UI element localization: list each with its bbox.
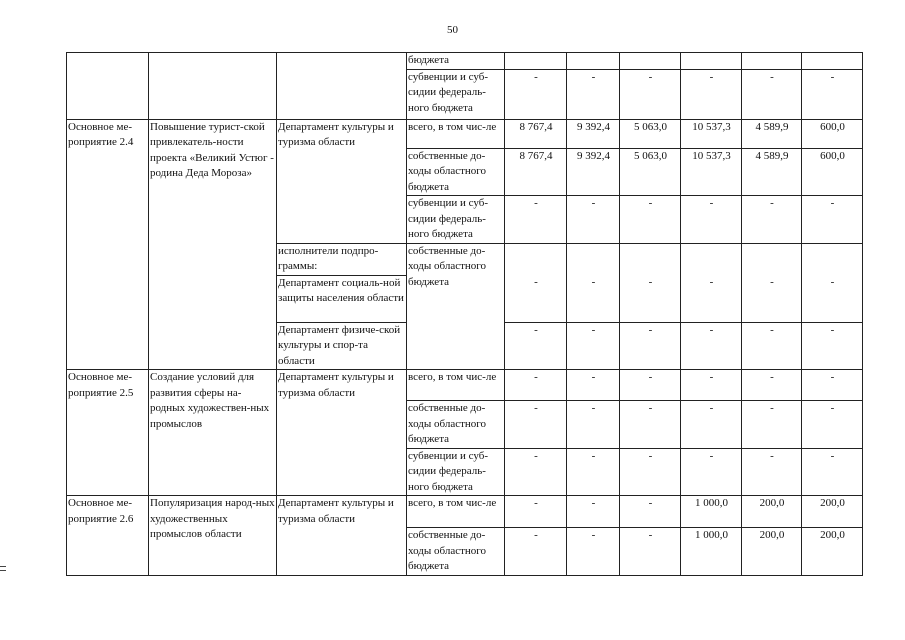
value-cell: - — [681, 69, 742, 119]
value-cell: - — [802, 196, 863, 244]
value-cell: - — [742, 370, 802, 401]
value-cell — [620, 53, 681, 70]
executor-cell: Департамент социаль-ной защиты населения области — [277, 275, 407, 322]
cell-empty — [277, 53, 407, 120]
value-cell: - — [505, 322, 567, 370]
value-cell: - — [567, 496, 620, 528]
value-cell: - — [567, 69, 620, 119]
measure-title-cell: Создание условий для развития сферы на-родных художествен-ных промыслов — [149, 370, 277, 496]
value-cell: 9 392,4 — [567, 119, 620, 148]
value-cell: - — [567, 370, 620, 401]
value-cell: - — [567, 322, 620, 370]
scan-edge-mark — [0, 570, 6, 571]
department-cell: Департамент культуры и туризма области — [277, 119, 407, 243]
executors-label-cell: исполнители подпро-граммы: — [277, 243, 407, 275]
page-number: 50 — [447, 24, 458, 36]
value-cell — [505, 53, 567, 70]
funding-source-cell: субвенции и суб-сидии федераль-ного бюджета — [407, 69, 505, 119]
table-row — [67, 496, 863, 528]
value-cell: 200,0 — [802, 528, 863, 576]
measure-name-cell: Основное ме-роприятие 2.4 — [67, 119, 149, 370]
cell-empty — [67, 53, 149, 120]
value-cell: 200,0 — [742, 496, 802, 528]
funding-source-cell: всего, в том чис-ле — [407, 496, 505, 528]
value-cell: 200,0 — [802, 496, 863, 528]
measure-name-cell: Основное ме-роприятие 2.6 — [67, 496, 149, 576]
value-cell: 1 000,0 — [681, 528, 742, 576]
value-cell: - — [620, 69, 681, 119]
value-cell: - — [620, 496, 681, 528]
cell-empty — [149, 53, 277, 120]
value-cell: - — [505, 401, 567, 449]
value-cell: 10 537,3 — [681, 148, 742, 196]
value-cell: - — [681, 196, 742, 244]
value-cell: - — [505, 496, 567, 528]
value-cell: - — [505, 448, 567, 496]
value-cell — [742, 53, 802, 70]
value-cell: - — [681, 401, 742, 449]
value-cell: - — [742, 401, 802, 449]
value-cell: 10 537,3 — [681, 119, 742, 148]
value-cell: - — [681, 370, 742, 401]
department-cell: Департамент культуры и туризма области — [277, 370, 407, 496]
value-cell: - — [802, 69, 863, 119]
value-cell: - — [567, 401, 620, 449]
value-cell: - — [620, 322, 681, 370]
value-cell: - — [567, 528, 620, 576]
value-cell: - — [742, 243, 802, 322]
funding-source-cell: субвенции и суб-сидии федераль-ного бюджета — [407, 448, 505, 496]
value-cell: - — [742, 69, 802, 119]
value-cell: - — [567, 196, 620, 244]
value-cell: - — [505, 243, 567, 322]
value-cell: - — [620, 243, 681, 322]
value-cell: 5 063,0 — [620, 119, 681, 148]
department-cell: Департамент культуры и туризма области — [277, 496, 407, 576]
funding-source-cell: всего, в том чис-ле — [407, 119, 505, 148]
value-cell: - — [802, 448, 863, 496]
value-cell: - — [505, 69, 567, 119]
value-cell: 600,0 — [802, 148, 863, 196]
value-cell: 8 767,4 — [505, 148, 567, 196]
table-row — [67, 53, 863, 70]
value-cell: - — [681, 322, 742, 370]
value-cell: - — [567, 243, 620, 322]
value-cell — [567, 53, 620, 70]
value-cell: - — [681, 243, 742, 322]
value-cell: 1 000,0 — [681, 496, 742, 528]
value-cell: - — [742, 196, 802, 244]
value-cell: - — [742, 448, 802, 496]
value-cell: - — [802, 322, 863, 370]
funding-source-cell: собственные до-ходы областного бюджета — [407, 528, 505, 576]
value-cell — [681, 53, 742, 70]
measure-title-cell: Повышение турист-ской привлекатель-ности проекта «Великий Устюг - родина Деда Мороза» — [149, 119, 277, 370]
funding-source-cell: всего, в том чис-ле — [407, 370, 505, 401]
value-cell: - — [620, 448, 681, 496]
value-cell: - — [742, 322, 802, 370]
measure-title-cell: Популяризация народ-ных художественных промыслов области — [149, 496, 277, 576]
value-cell: - — [567, 448, 620, 496]
value-cell: - — [505, 370, 567, 401]
value-cell: - — [620, 370, 681, 401]
value-cell: - — [505, 528, 567, 576]
value-cell: 200,0 — [742, 528, 802, 576]
funding-source-cell: собственные до-ходы областного бюджета — [407, 401, 505, 449]
scan-edge-mark — [0, 566, 6, 567]
value-cell: 5 063,0 — [620, 148, 681, 196]
value-cell: - — [620, 196, 681, 244]
value-cell: - — [802, 401, 863, 449]
funding-source-cell: субвенции и суб-сидии федераль-ного бюджета — [407, 196, 505, 244]
funding-source-cell: собственные до-ходы областного бюджета — [407, 243, 505, 370]
value-cell: 4 589,9 — [742, 148, 802, 196]
value-cell: 8 767,4 — [505, 119, 567, 148]
value-cell — [802, 53, 863, 70]
measure-name-cell: Основное ме-роприятие 2.5 — [67, 370, 149, 496]
value-cell: - — [681, 448, 742, 496]
funding-source-cell: бюджета — [407, 53, 505, 70]
executor-cell: Департамент физиче-ской культуры и спор-та области — [277, 322, 407, 370]
value-cell: 600,0 — [802, 119, 863, 148]
funding-source-cell: собственные до-ходы областного бюджета — [407, 148, 505, 196]
table-row — [67, 119, 863, 148]
value-cell: - — [802, 370, 863, 401]
value-cell: - — [620, 401, 681, 449]
value-cell: 9 392,4 — [567, 148, 620, 196]
budget-table — [66, 52, 863, 576]
table-row — [67, 370, 863, 401]
value-cell: - — [802, 243, 863, 322]
value-cell: 4 589,9 — [742, 119, 802, 148]
value-cell: - — [505, 196, 567, 244]
value-cell: - — [620, 528, 681, 576]
